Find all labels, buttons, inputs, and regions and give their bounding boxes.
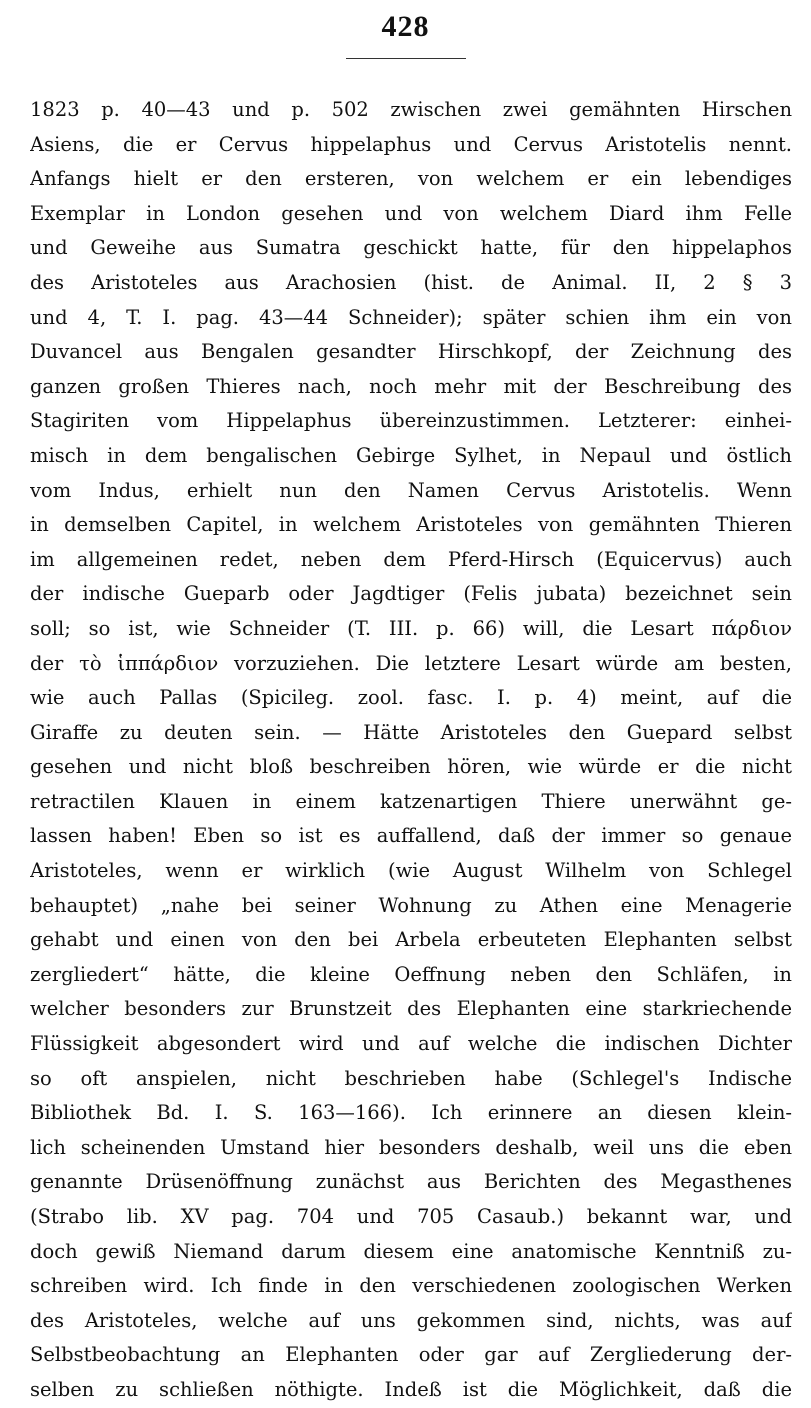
text-line: soll; so ist, wie Schneider (T. III. p. 66) will, die Lesart πάρδιον xyxy=(30,616,792,640)
text-line: gehabt und einen von den bei Arbela erbeuteten Elephanten selbst xyxy=(30,928,792,952)
text-line: und Geweihe aus Sumatra geschickt hatte, für den hippelaphos xyxy=(30,236,792,260)
text-line: Bibliothek Bd. I. S. 163—166). Ich erinnere an diesen klein- xyxy=(30,1101,792,1125)
text-line: der indische Gueparb oder Jagdtiger (Felis jubata) bezeichnet sein xyxy=(30,582,792,606)
text-line: des Aristoteles aus Arachosien (hist. de Animal. II, 2 § 3 xyxy=(30,270,792,294)
text-line: wie auch Pallas (Spicileg. zool. fasc. I. p. 4) meint, auf die xyxy=(30,686,792,710)
text-line: des Aristoteles, welche auf uns gekommen sind, nichts, was auf xyxy=(30,1308,792,1332)
text-line: im allgemeinen redet, neben dem Pferd-Hirsch (Equicervus) auch xyxy=(30,547,792,571)
text-line: lassen haben! Eben so ist es auffallend, daß der immer so genaue xyxy=(30,824,792,848)
text-line: misch in dem bengalischen Gebirge Sylhet, in Nepaul und östlich xyxy=(30,443,792,467)
text-line: Giraffe zu deuten sein. — Hätte Aristoteles den Guepard selbst xyxy=(30,720,792,744)
header-rule xyxy=(346,58,466,59)
text-line: genannte Drüsenöffnung zunächst aus Berichten des Megasthenes xyxy=(30,1170,792,1194)
text-line: welcher besonders zur Brunstzeit des Elephanten eine starkriechende xyxy=(30,997,792,1021)
text-line: Selbstbeobachtung an Elephanten oder gar auf Zergliederung der- xyxy=(30,1343,792,1367)
text-line: Duvancel aus Bengalen gesandter Hirschkopf, der Zeichnung des xyxy=(30,340,792,364)
text-line: 1823 p. 40—43 und p. 502 zwischen zwei gemähnten Hirschen xyxy=(30,98,792,121)
text-line: selben zu schließen nöthigte. Indeß ist die Möglichkeit, daß die xyxy=(30,1377,792,1401)
page-number: 428 xyxy=(381,10,430,43)
text-line: vom Indus, erhielt nun den Namen Cervus Aristotelis. Wenn xyxy=(30,478,792,502)
text-line: Aristoteles, wenn er wirklich (wie August Wilhelm von Schlegel xyxy=(30,859,792,883)
text-line: zergliedert“ hätte, die kleine Oeffnung neben den Schläfen, in xyxy=(30,962,792,986)
text-line: retractilen Klauen in einem katzenartigen Thiere unerwähnt ge- xyxy=(30,789,792,813)
text-line: Exemplar in London gesehen und von welchem Diard ihm Felle xyxy=(30,201,792,225)
text-line: Anfangs hielt er den ersteren, von welchem er ein lebendiges xyxy=(30,167,792,191)
text-line: und 4, T. I. pag. 43—44 Schneider); später schien ihm ein von xyxy=(30,305,792,329)
text-line: lich scheinenden Umstand hier besonders deshalb, weil uns die eben xyxy=(30,1135,792,1159)
text-line: der τὸ ἱππάρδιον vorzuziehen. Die letztere Lesart würde am besten, xyxy=(30,651,792,675)
text-line: (Strabo lib. XV pag. 704 und 705 Casaub.) bekannt war, und xyxy=(30,1205,792,1228)
text-line: doch gewiß Niemand darum diesem eine anatomische Kenntniß zu- xyxy=(30,1239,792,1263)
text-line: Flüssigkeit abgesondert wird und auf welche die indischen Dichter xyxy=(30,1032,792,1056)
text-line: in demselben Capitel, in welchem Aristoteles von gemähnten Thieren xyxy=(30,513,792,537)
text-line: schreiben wird. Ich finde in den verschiedenen zoologischen Werken xyxy=(30,1274,792,1298)
text-line: gesehen und nicht bloß beschreiben hören, wie würde er die nicht xyxy=(30,755,792,779)
text-line: Asiens, die er Cervus hippelaphus und Cervus Aristotelis nennt. xyxy=(30,132,792,156)
text-line: so oft anspielen, nicht beschrieben habe (Schlegel's Indische xyxy=(30,1066,792,1090)
text-line: Stagiriten vom Hippelaphus übereinzustimmen. Letzterer: einhei- xyxy=(30,409,792,433)
text-line: behauptet) „nahe bei seiner Wohnung zu Athen eine Menagerie xyxy=(30,893,792,917)
text-line: ganzen großen Thieres nach, noch mehr mit der Beschreibung des xyxy=(30,374,792,398)
body-text xyxy=(30,93,792,1408)
